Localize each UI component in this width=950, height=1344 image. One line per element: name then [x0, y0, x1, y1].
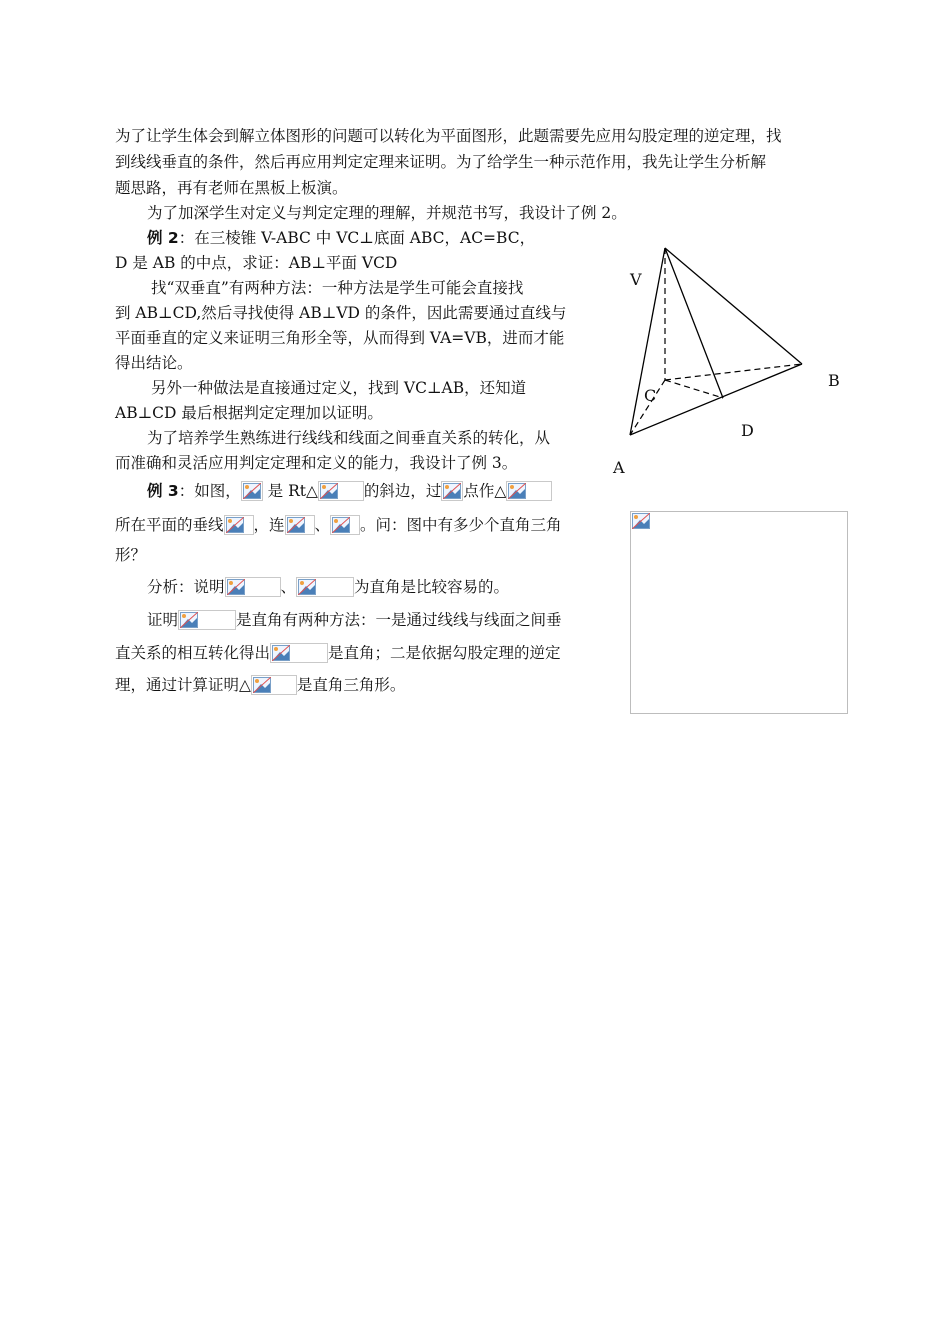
paragraph-line: 找“双垂直”有两种方法：一种方法是学生可能会直接找	[151, 279, 524, 297]
broken-image-icon	[225, 577, 281, 597]
analysis-line	[147, 575, 509, 599]
paragraph-line: 得出结论。	[115, 354, 193, 372]
broken-image-icon	[224, 515, 254, 535]
text-run: 直关系的相互转化得出	[115, 644, 271, 662]
text-run: 是直角三角形。	[296, 676, 406, 694]
paragraph-line: 另外一种做法是直接通过定义，找到 VC⊥AB，还知道	[151, 379, 527, 397]
broken-image-icon	[241, 481, 263, 501]
text-run: 所在平面的垂线	[115, 516, 224, 534]
text-run: 的斜边，过	[363, 482, 442, 500]
proof-line-3	[115, 673, 405, 697]
text-run: 是直角有两种方法：一是通过线线与线面之间垂	[236, 611, 562, 629]
text-run: 理，通过计算证明△	[115, 676, 251, 694]
broken-image-icon	[296, 577, 354, 597]
text-run: 是直角；二是依据勾股定理的逆定	[328, 644, 561, 662]
vertex-label-d: D	[741, 421, 754, 440]
paragraph-line: 到 AB⊥CD,然后寻找使得 AB⊥VD 的条件，因此需要通过直线与	[115, 304, 567, 322]
vertex-label-b: B	[828, 371, 840, 390]
example-text: ：在三棱锥 V-ABC 中 VC⊥底面 ABC，AC=BC，	[178, 229, 536, 247]
broken-image-icon	[318, 481, 364, 501]
text-run: ：如图，	[178, 482, 241, 500]
vertex-label-v: V	[630, 270, 642, 289]
broken-image-icon	[506, 481, 552, 501]
paragraph-line: 平面垂直的定义来证明三角形全等，从而得到 VA=VB，进而才能	[115, 329, 565, 347]
text-run: 点作△	[463, 482, 507, 500]
example-label: 例 2	[147, 229, 179, 247]
broken-image-icon	[270, 643, 328, 663]
broken-image-icon	[631, 512, 653, 532]
paragraph-line: AB⊥CD 最后根据判定定理加以证明。	[115, 404, 383, 422]
text-run: 。问：图中有多少个直角三角	[360, 516, 562, 534]
text-run: 分析：说明	[147, 578, 225, 596]
broken-image-icon	[178, 610, 236, 630]
example-3-line	[147, 479, 552, 503]
vertex-label-a: A	[613, 458, 625, 477]
paragraph-line: 为了培养学生熟练进行线线和线面之间垂直关系的转化，从	[147, 429, 551, 447]
paragraph-line: 到线线垂直的条件，然后再应用判定定理来证明。为了给学生一种示范作用，我先让学生分析解	[115, 153, 767, 171]
paragraph-line: 为了加深学生对定义与判定定理的理解，并规范书写，我设计了例 2。	[147, 204, 627, 222]
text-run: 证明	[147, 611, 179, 629]
example-3-line-2	[115, 513, 562, 537]
edge-vd	[665, 248, 723, 398]
proof-line-2	[115, 641, 561, 665]
text-run: 为直角是比较容易的。	[354, 578, 510, 596]
paragraph-line: 为了让学生体会到解立体图形的问题可以转化为平面图形，此题需要先应用勾股定理的逆定理，找	[115, 127, 782, 145]
example-2-line	[147, 226, 535, 250]
text-run: 、	[314, 516, 331, 534]
broken-image-icon	[330, 515, 360, 535]
example-label: 例 3	[147, 482, 179, 500]
edge-cd	[665, 380, 723, 398]
paragraph-line: 形？	[115, 546, 147, 564]
vertex-label-c: C	[644, 386, 657, 405]
edge-vb	[665, 248, 802, 364]
broken-image-icon	[251, 675, 297, 695]
paragraph-line: 而准确和灵活应用判定定理和定义的能力，我设计了例 3。	[115, 454, 518, 472]
example-3-figure-frame	[630, 511, 848, 714]
text-run: ，连	[253, 516, 285, 534]
proof-line	[147, 608, 562, 632]
text-run: 、	[280, 578, 297, 596]
paragraph-line: D 是 AB 的中点，求证：AB⊥平面 VCD	[115, 254, 398, 272]
broken-image-icon	[285, 515, 315, 535]
broken-image-icon	[441, 481, 463, 501]
text-run: 是 Rt△	[267, 482, 318, 500]
paragraph-line: 题思路，再有老师在黑板上板演。	[115, 179, 348, 197]
